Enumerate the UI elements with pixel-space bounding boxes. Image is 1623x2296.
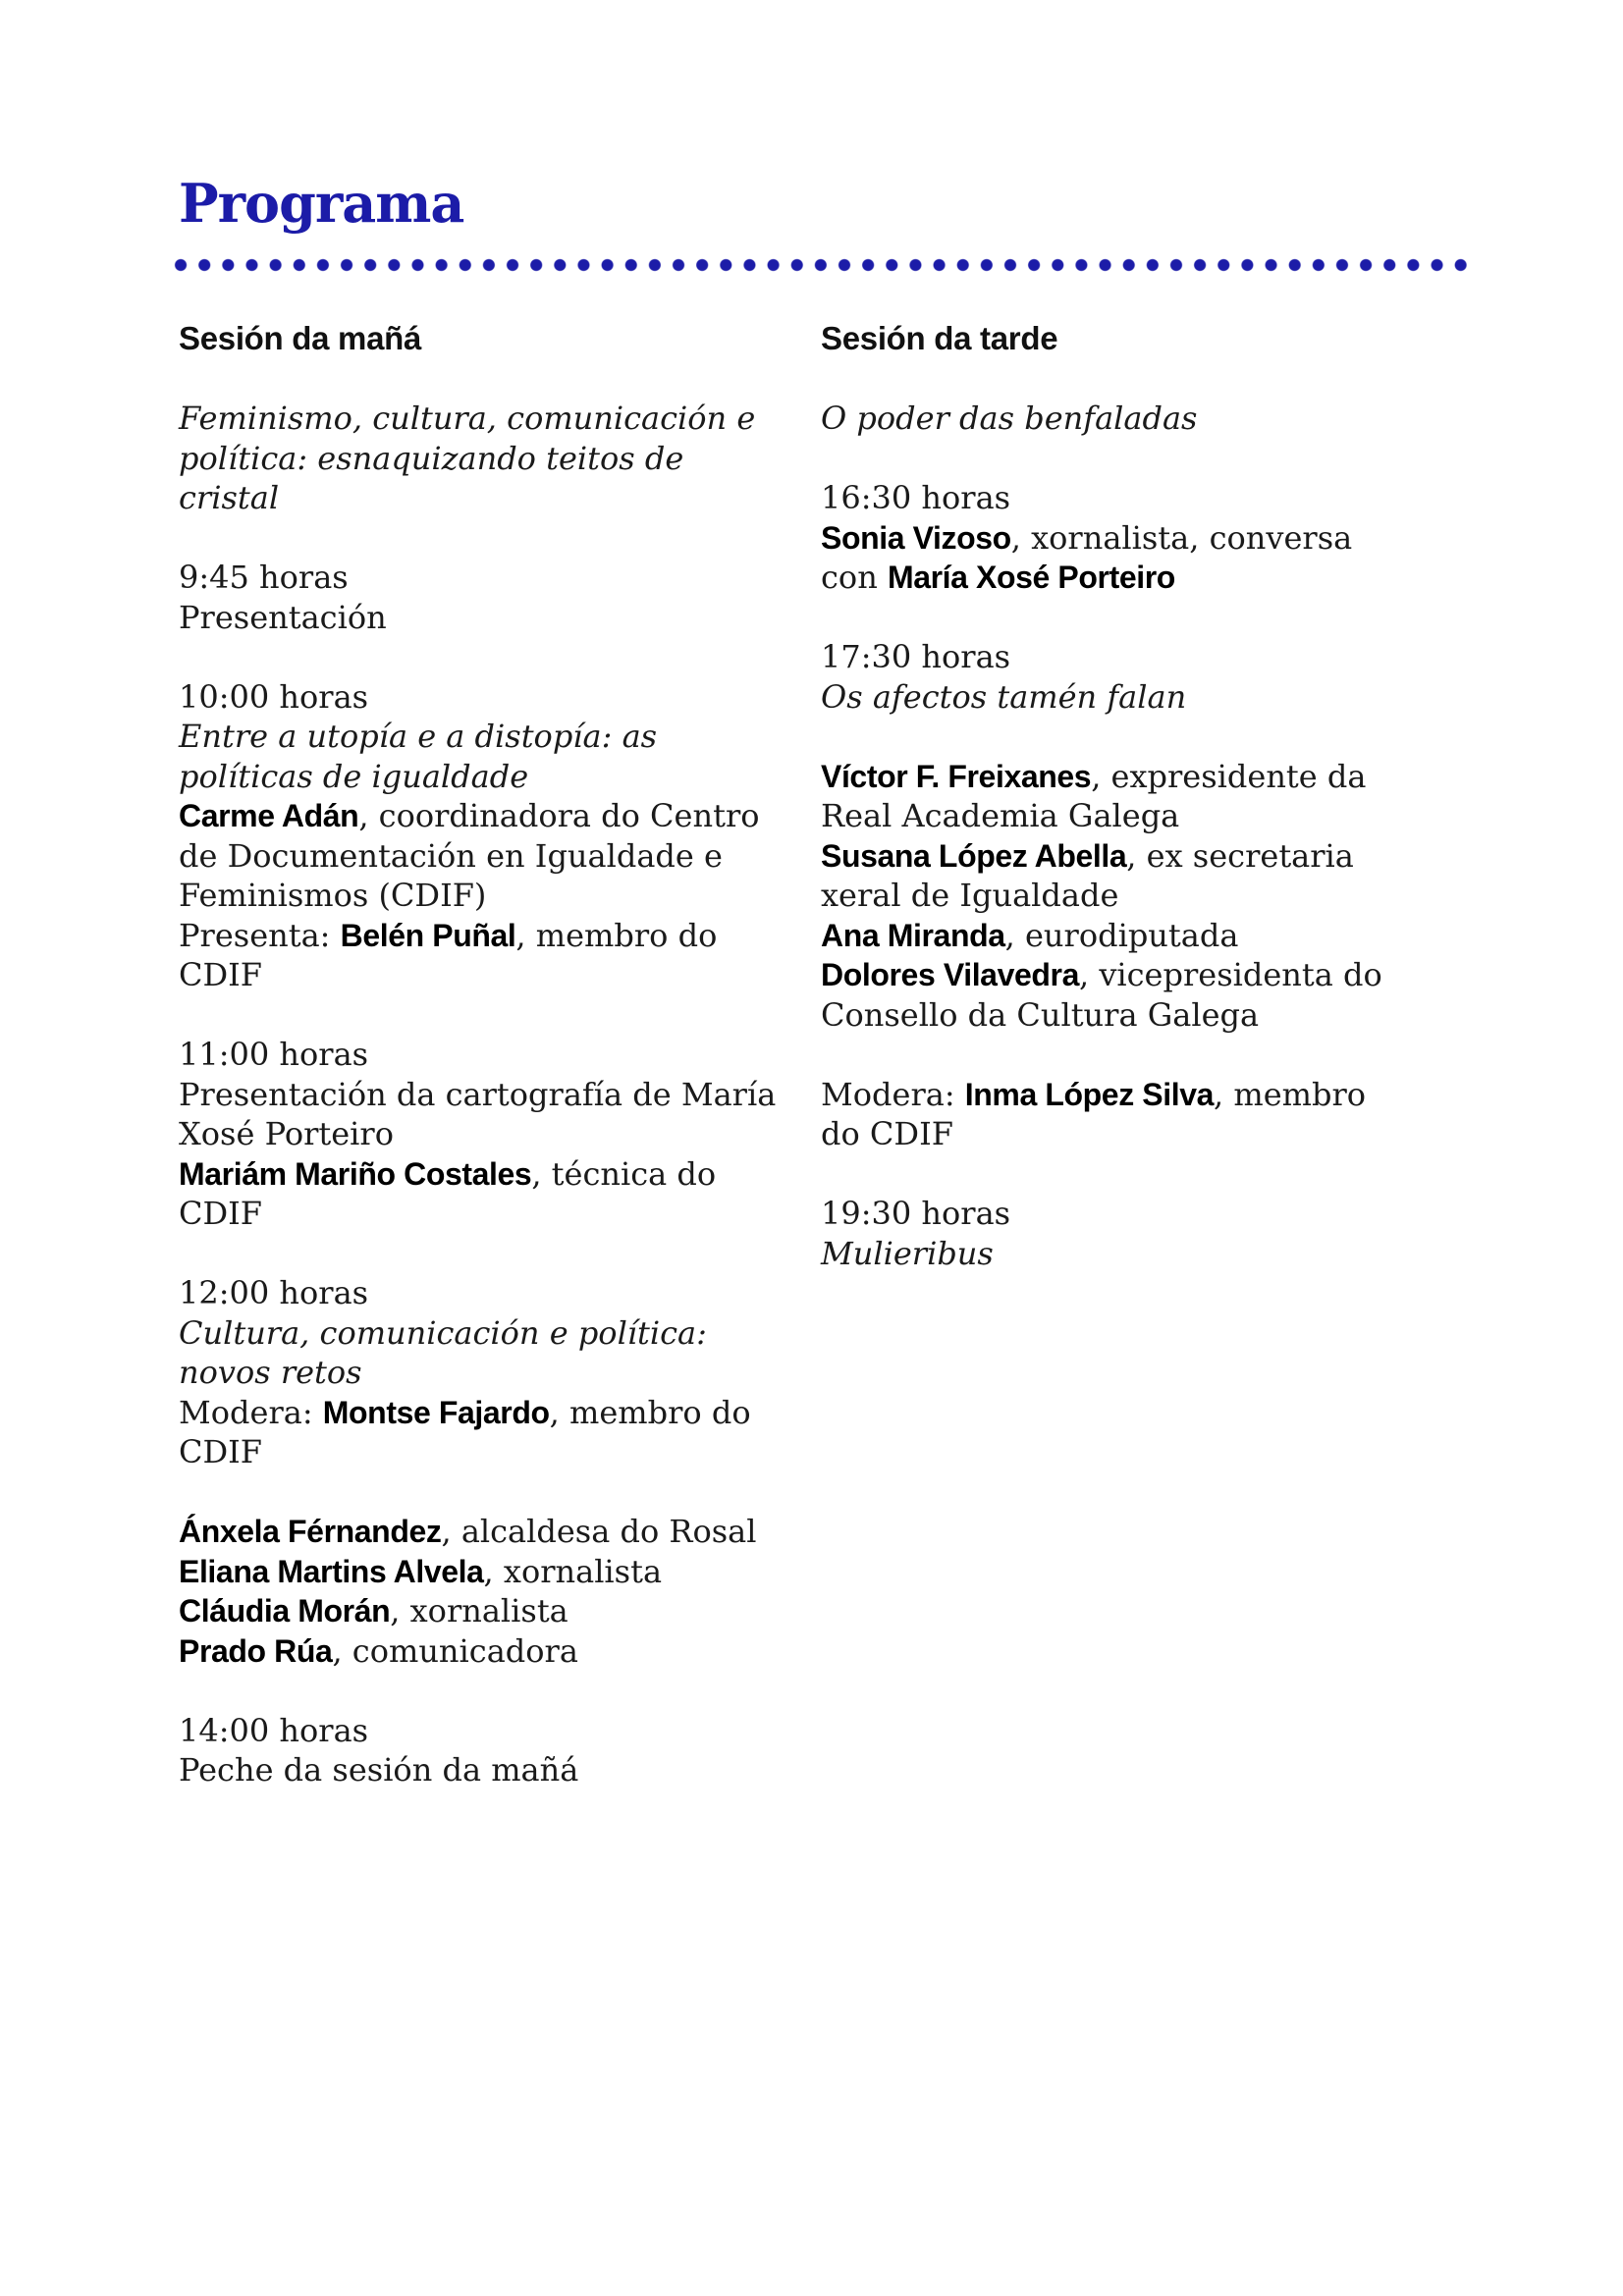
panelist: Susana López Abella, ex secretaria	[821, 836, 1354, 875]
page-title: Programa	[179, 172, 464, 235]
speaker-name: Mariám Mariño Costales	[179, 1155, 532, 1192]
afternoon-panel: Víctor F. Freixanes, expresidente da Real Academia Galega Susana López Abella, ex secretaria xeral de Igualdade Ana Miranda, eurodiputada Dolores Vilavedra, vicepresidenta do Consello da Cultura Galega	[821, 757, 1430, 1036]
panelist: Dolores Vilavedra, vicepresidenta do	[821, 956, 1382, 993]
time: 9:45 horas	[179, 559, 349, 596]
schedule-item-1630: 16:30 horas Sonia Vizoso, xornalista, conversa con María Xosé Porteiro	[821, 478, 1430, 598]
morning-panel	[179, 1512, 787, 1671]
time: 16:30 horas	[821, 479, 1011, 516]
moderator-name: Montse Fajardo	[322, 1394, 550, 1430]
schedule-item-1930: 19:30 horas Mulieribus	[821, 1194, 1430, 1273]
schedule-item-0945: 9:45 horas Presentación	[179, 558, 787, 637]
dotted-divider	[169, 257, 1473, 273]
schedule-item-1200: 12:00 horas Cultura, comunicación e política: novos retos Modera: Montse Fajardo, membro do CDIF	[179, 1273, 787, 1472]
panelist: Ánxela Férnandez, alcaldesa do Rosal	[179, 1513, 757, 1550]
time: 12:00 horas	[179, 1274, 369, 1311]
schedule-item-1730: 17:30 horas Os afectos tamén falan	[821, 637, 1430, 717]
moderator-name: Inma López Silva	[964, 1076, 1215, 1112]
panelist: Víctor F. Freixanes, expresidente da	[821, 757, 1367, 795]
time: 10:00 horas	[179, 677, 369, 716]
schedule-item-1400: 14:00 horas Peche da sesión da mañá	[179, 1711, 787, 1790]
morning-session	[179, 319, 787, 1830]
speaker-name: Carme Adán	[179, 798, 359, 833]
schedule-item-1100: 11:00 horas Presentación da cartografía de María Xosé Porteiro Mariám Mariño Costales, técnica do CDIF	[179, 1035, 787, 1234]
afternoon-session	[821, 319, 1430, 1313]
time: 14:00 horas	[179, 1711, 369, 1749]
time: 11:00 horas	[179, 1036, 369, 1073]
panelist: Prado Rúa, comunicadora	[179, 1631, 578, 1670]
morning-heading: Sesión da mañá	[179, 320, 422, 356]
presenter-name: Belén Puñal	[340, 917, 516, 953]
panelist: Eliana Martins Alvela, xornalista	[179, 1552, 663, 1590]
afternoon-heading: Sesión da tarde	[821, 320, 1058, 356]
morning-theme: Feminismo, cultura, comunicación e política: esnaquizando teitos de cristal	[179, 400, 756, 516]
time: 19:30 horas	[821, 1195, 1011, 1232]
afternoon-theme: O poder das benfaladas	[821, 400, 1198, 437]
time: 17:30 horas	[821, 638, 1011, 675]
panelist: Cláudia Morán, xornalista	[179, 1592, 568, 1629]
schedule-item-1000: 10:00 horas Entre a utopía e a distopía: as políticas de igualdade Carme Adán, coordinadora do Centro de Documentación en Igualdade e Feminismos (CDIF) Presenta: Belén Puñal, membro do CDIF	[179, 677, 787, 995]
afternoon-moderator: Modera: Inma López Silva, membro do CDIF	[821, 1075, 1367, 1152]
panelist: Ana Miranda, eurodiputada	[821, 916, 1239, 954]
